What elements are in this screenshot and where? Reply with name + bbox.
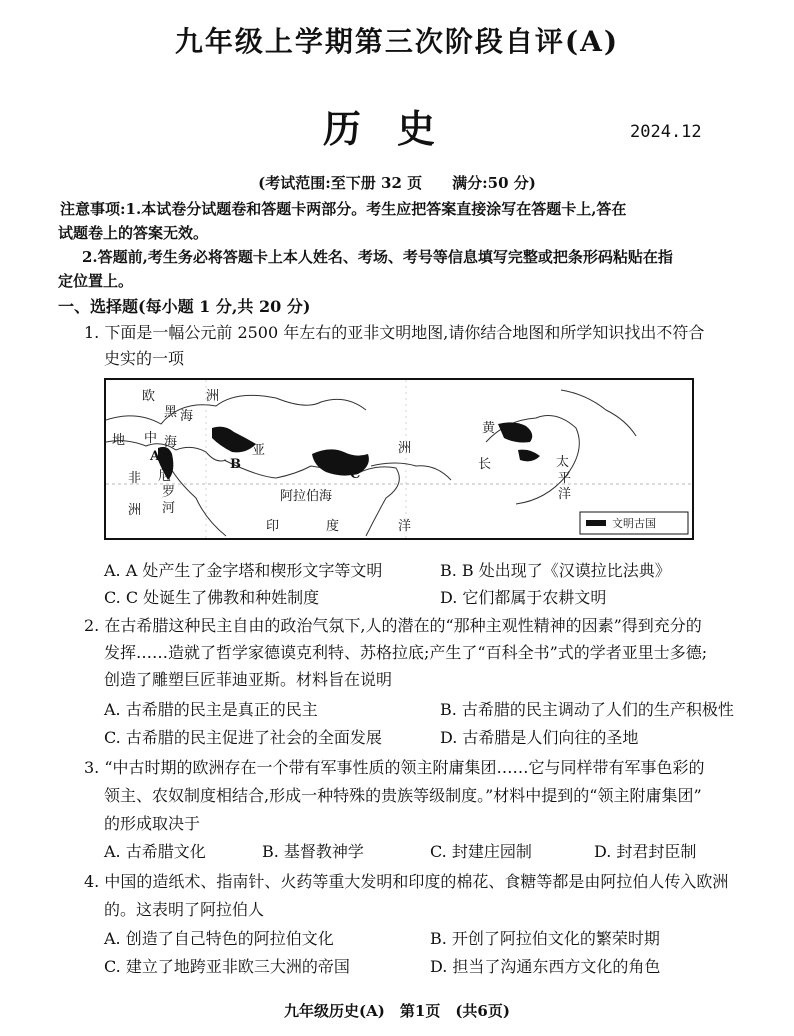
label-europe-2: 洲 bbox=[206, 389, 220, 404]
notice-line-1: 注意事项:1.本试卷分试题卷和答题卡两部分。考生应把答案直接涂写在答题卡上,答在 bbox=[60, 200, 627, 218]
label-nile-3: 河 bbox=[162, 501, 176, 516]
notice-line-2: 试题卷上的答案无效。 bbox=[58, 224, 209, 242]
question-3-line-1: 3. “中古时期的欧洲存在一个带有军事性质的领主附庸集团……它与同样带有军事色彩的 bbox=[84, 758, 705, 777]
label-black-sea-1: 黑 bbox=[164, 405, 178, 420]
question-3-option-b[interactable]: B. 基督教神学 bbox=[262, 842, 364, 861]
question-1-line-2: 史实的一项 bbox=[104, 349, 185, 368]
question-3-line-3: 的形成取决于 bbox=[104, 814, 201, 833]
question-2-line-2: 发挥……造就了哲学家德谟克利特、苏格拉底;产生了“百科全书”式的学者亚里士多德; bbox=[104, 643, 708, 662]
coastline-korea bbox=[561, 390, 636, 436]
question-1-option-a[interactable]: A. A 处产生了金字塔和楔形文字等文明 bbox=[104, 561, 383, 580]
label-yellow-river: 黄 bbox=[482, 421, 496, 436]
question-1-option-d[interactable]: D. 它们都属于农耕文明 bbox=[440, 588, 607, 607]
label-europe-1: 欧 bbox=[142, 389, 156, 404]
legend-swatch bbox=[586, 520, 606, 526]
label-indian-ocean-2: 度 bbox=[326, 519, 340, 534]
subject-title: 历史 bbox=[322, 106, 471, 151]
notice-line-4: 定位置上。 bbox=[58, 272, 134, 290]
map-svg bbox=[106, 380, 692, 538]
question-3-option-a[interactable]: A. 古希腊文化 bbox=[104, 842, 206, 861]
question-4-option-b[interactable]: B. 开创了阿拉伯文化的繁荣时期 bbox=[430, 929, 660, 948]
question-4-line-2: 的。这表明了阿拉伯人 bbox=[104, 900, 265, 919]
label-point-d: D bbox=[512, 423, 524, 438]
label-pacific-3: 洋 bbox=[558, 487, 572, 502]
exam-date: 2024.12 bbox=[630, 122, 702, 142]
label-point-a: A bbox=[150, 449, 161, 464]
label-asia-1: 亚 bbox=[252, 443, 266, 458]
question-4-option-a[interactable]: A. 创造了自己特色的阿拉伯文化 bbox=[104, 929, 334, 948]
exam-title: 九年级上学期第三次阶段自评(A) bbox=[174, 25, 620, 58]
legend-label: 文明古国 bbox=[612, 517, 656, 530]
label-africa-1: 非 bbox=[128, 471, 142, 486]
question-3-line-2: 领主、农奴制度相结合,形成一种特殊的贵族等级制度。”材料中提到的“领主附庸集团” bbox=[104, 786, 702, 805]
page-footer: 九年级历史(A) 第1页 (共6页) bbox=[284, 1002, 510, 1020]
question-1-option-c[interactable]: C. C 处诞生了佛教和种姓制度 bbox=[104, 588, 320, 607]
question-4-line-1: 4. 中国的造纸术、指南针、火药等重大发明和印度的棉花、食糖等都是由阿拉伯人传入欧洲 bbox=[84, 872, 729, 891]
question-2-option-a[interactable]: A. 古希腊的民主是真正的民主 bbox=[104, 700, 318, 719]
label-asia-2: 洲 bbox=[398, 441, 412, 456]
civilization-mesopotamia-shape bbox=[212, 427, 256, 453]
label-nile-2: 罗 bbox=[162, 485, 176, 500]
question-1-option-b[interactable]: B. B 处出现了《汉谟拉比法典》 bbox=[440, 561, 671, 580]
question-2-line-1: 2. 在古希腊这种民主自由的政治气氛下,人的潜在的“那种主观性精神的因素”得到充分的 bbox=[84, 616, 702, 635]
label-pacific-2: 平 bbox=[558, 471, 572, 486]
label-point-b: B bbox=[230, 457, 241, 472]
label-black-sea-2: 海 bbox=[180, 409, 194, 424]
question-2-option-b[interactable]: B. 古希腊的民主调动了人们的生产积极性 bbox=[440, 700, 734, 719]
notice-line-3: 2.答题前,考生务必将答题卡上本人姓名、考场、考号等信息填写完整或把条形码粘贴在指 bbox=[82, 248, 673, 266]
question-3-option-d[interactable]: D. 封君封臣制 bbox=[594, 842, 697, 861]
label-africa-2: 洲 bbox=[128, 503, 142, 518]
label-nile-1: 尼 bbox=[158, 469, 172, 484]
question-4-option-d[interactable]: D. 担当了沟通东西方文化的角色 bbox=[430, 957, 661, 976]
civilization-china-south-shape bbox=[518, 450, 540, 462]
label-indian-ocean-3: 洋 bbox=[398, 519, 412, 534]
section-title: 一、选择题(每小题 1 分,共 20 分) bbox=[58, 297, 311, 316]
label-point-c: C bbox=[350, 467, 361, 482]
label-mediterranean-1: 地 bbox=[112, 433, 126, 448]
question-4-option-c[interactable]: C. 建立了地跨亚非欧三大洲的帝国 bbox=[104, 957, 350, 976]
question-1-line-1: 1. 下面是一幅公元前 2500 年左右的亚非文明地图,请你结合地图和所学知识找出不符合 bbox=[84, 323, 705, 342]
question-2-option-c[interactable]: C. 古希腊的民主促进了社会的全面发展 bbox=[104, 728, 382, 747]
label-pacific-1: 太 bbox=[556, 455, 570, 470]
exam-scope: (考试范围:至下册 32 页 满分:50 分) bbox=[258, 174, 536, 192]
coastline-bay bbox=[371, 463, 451, 480]
question-2-option-d[interactable]: D. 古希腊是人们向往的圣地 bbox=[440, 728, 639, 747]
label-mediterranean-2: 中 bbox=[144, 431, 158, 446]
label-arabian-sea: 阿拉伯海 bbox=[280, 489, 333, 504]
question-2-line-3: 创造了雕塑巨匠菲迪亚斯。材料旨在说明 bbox=[104, 670, 393, 689]
label-indian-ocean-1: 印 bbox=[266, 519, 280, 534]
label-mediterranean-3: 海 bbox=[164, 435, 178, 450]
label-yangtze: 长 bbox=[478, 457, 492, 472]
civilization-map bbox=[104, 378, 694, 540]
question-3-option-c[interactable]: C. 封建庄园制 bbox=[430, 842, 532, 861]
